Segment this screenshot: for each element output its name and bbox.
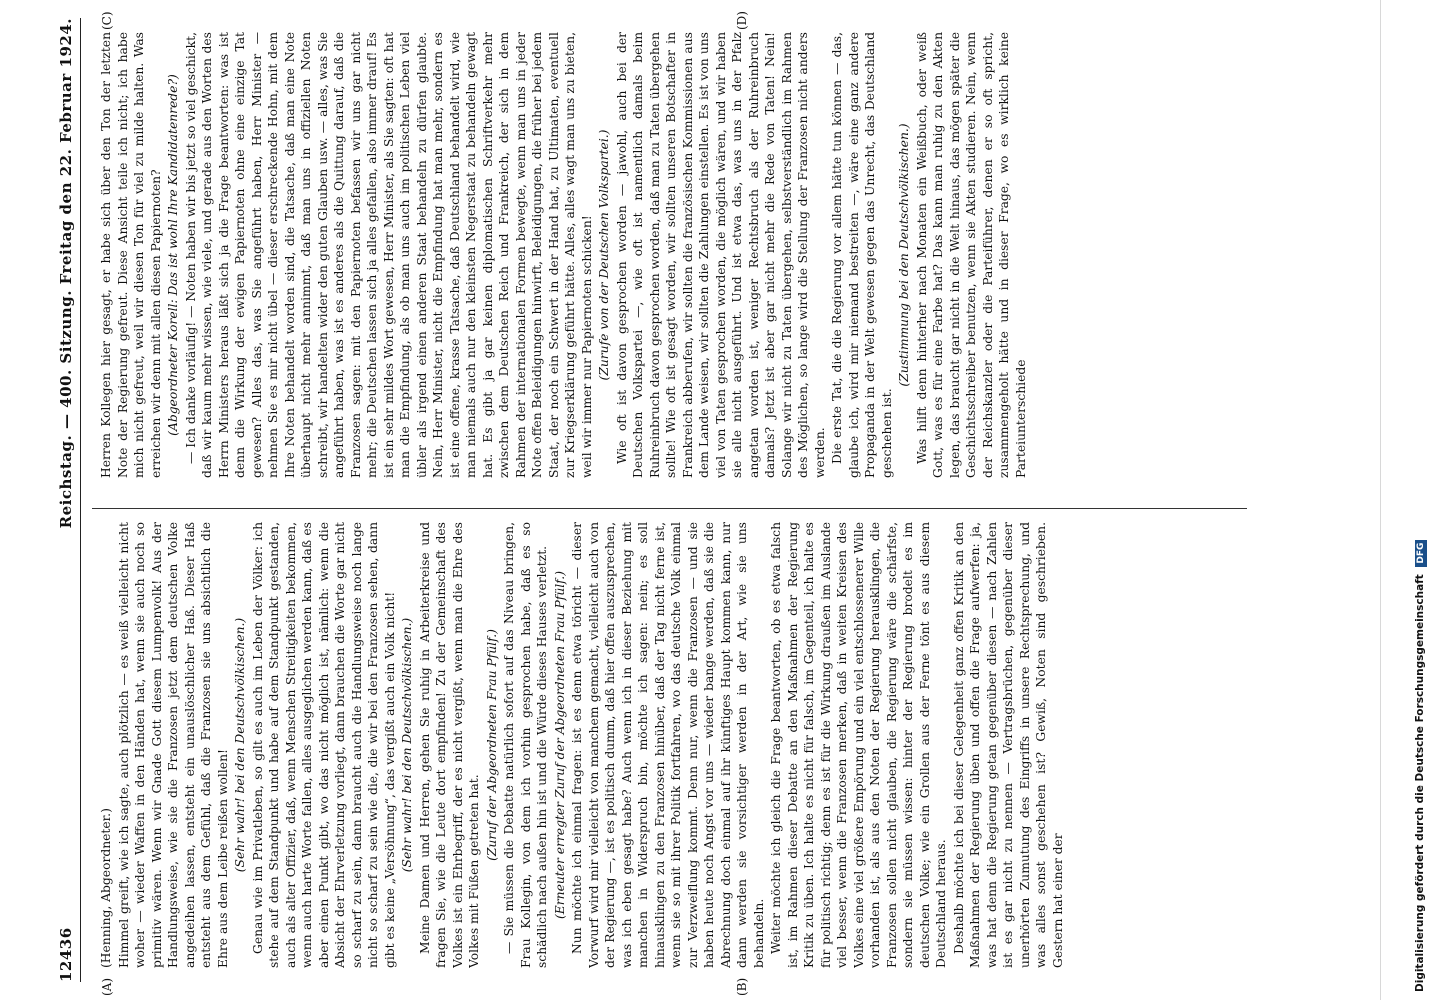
margin-marker-b: (B) bbox=[735, 977, 749, 996]
margin-marker-d: (D) bbox=[735, 11, 749, 30]
column-divider bbox=[92, 508, 1247, 509]
dfg-logo-badge: DFG bbox=[1415, 540, 1427, 567]
paragraph: — Ich danke vorläufig! — Noten haben wir bis jetzt so viel geschickt, daß wir kaum mehr wissen, wie viele, und gerade aus den Worten des Herrn Ministers heraus läßt sich ja die Frage beantworten: was ist denn die Wirkung der ewigen Papiernoten ohne eine einzige Tat gewesen? Alles das, was Sie angeführt haben, Herr Minister — nehmen Sie es mir nicht übel — dieser erschreckende Hohn, mit dem Ihre Noten behandelt worden sind, die Tatsache, daß man eine Note überhaupt nicht mehr annimmt, daß man uns in offiziellen Noten schreibt, wir handelten wider den guten Glauben usw. — alles, was Sie angeführt haben, was ist es anderes als die Quittung darauf, daß die Franzosen sagen: mit den Papiernoten befassen wir uns gar nicht mehr; die Deutschen lassen sich ja alles gefallen, also immer drauf! Es ist ein sehr mildes Wort gewesen, Herr Minister, als Sie sagten: oft hat man die Empfindung, als ob man uns auch im politischen Leben viel übler als irgend einen anderen Staat behandeln zu dürfen glaubte. Nein, Herr Minister, nicht die Empfindung hat man mehr, sondern es ist eine offene, krasse Tatsache, daß Deutschland behandelt wird, wie man niemals auch nur den kleinsten Negerstaat zu behandeln gewagt hat. Es gibt ja gar keinen diplomatischen Schriftverkehr mehr zwischen dem Deutschen Reich und Frankreich, der sich in dem Rahmen der internationalen Formen bewegte, wenn man uns in jeder Note offen Beleidigungen hinwirft, Beleidigungen, die früher bei jedem Staat, der noch ein Schwert in der Hand hat, zu Ultimaten, eventuell zur Kriegserklärung geführt hätte. Alles, alles wagt man uns zu bieten, weil wir immer nur Papiernoten schicken! bbox=[183, 32, 594, 478]
interjection: (Zustimmung bei den Deutschvölkischen.) bbox=[897, 123, 911, 387]
paragraph: Herren Kollegen hier gesagt, er habe sich über den Ton der letzten Note der Regierung gefreut. Diese Ansicht teile ich nicht; ich habe mich nicht gefreut, weil wir diesen Ton für viel zu milde halten. Was erreichen wir denn mit allen diesen Papiernoten? bbox=[99, 32, 163, 478]
header-rule bbox=[80, 18, 81, 982]
digitization-credit bbox=[1410, 8, 1430, 992]
interjection: (Sehr wahr! bei den Deutschvölkischen.) bbox=[400, 617, 414, 873]
interjection: (Sehr wahr! bei den Deutschvölkischen.) bbox=[233, 617, 247, 873]
paragraph: Wie oft ist davon gesprochen worden — jawohl, auch bei der Deutschen Volkspartei —, wie oft ist namentlich damals beim Ruhreinbruch davon gesprochen worden, daß man zu Taten übergehen sollte! Wie oft ist gesagt worden, wir sollten unseren Botschafter in Frankreich abberufen, wir sollten die französischen Kommissionen aus dem Lande weisen, wir sollten die Zahlungen einstellen. Es ist von uns viel von Taten gesprochen worden, die möglich wären, und wir haben sie alle nicht ausgeführt. Und ist etwa das, was uns in der Pfalz angetan worden ist, weniger Rechtsbruch als der Ruhreinbruch damals? Jetzt ist aber gar nicht mehr die Rede von Taten! Nein! Solange wir nicht zu Taten übergehen, selbstverständlich im Rahmen des Möglichen, so lange wird die Stellung der Franzosen nicht anders werden. bbox=[614, 32, 827, 478]
interjection: (Zurufe von der Deutschen Volkspartei.) bbox=[597, 129, 611, 381]
interjection: (Erneuter erregter Zuruf der Abgeordneten Frau Pfülf.) bbox=[552, 571, 567, 919]
paragraph: Was hilft denn hinterher nach Monaten ein Weißbuch, oder weiß Gott, was es für eine Farbe hat? Das kann man ruhig zu den Akten legen, das braucht gar nicht in die Welt hinaus, das mögen später die Geschichtsschreiber benutzen, wenn sie Akten studieren. Nein, wenn der Reichskanzler oder die Parteiführer, denen er so oft spricht, zusammengeholt hätte und in dieser Frage, wo es wirklich keine Parteiunterschiede bbox=[914, 32, 1028, 478]
paragraph: Meine Damen und Herren, gehen Sie ruhig in Arbeiterkreise und fragen Sie, wie die Leute dort empfinden! Zu der Gemeinschaft des Volkes ist ein Ehrbegriff, der es nicht vergißt, wenn man die Ehre des Volkes mit Füßen getreten hat. bbox=[417, 522, 481, 968]
margin-marker-c: (C) bbox=[100, 11, 114, 30]
page-header bbox=[55, 18, 77, 982]
paragraph: Deshalb möchte ich bei dieser Gelegenheit ganz offen Kritik an den Maßnahmen der Regierung üben und offen die Frage aufwerfen: ja, was hat denn die Regierung getan gegenüber diesen — nach Zahlen ist es gar nicht zu nennen — Vertragsbrüchen, gegenüber dieser unerhörten Zumutung des Eingriffs in unsere Rechtsprechung, und was alles sonst geschehen ist? Gewiß, Noten sind geschrieben. Gestern hat einer der bbox=[951, 522, 1065, 968]
right-column bbox=[98, 32, 1248, 478]
margin-marker-a: (A) bbox=[100, 977, 114, 996]
interjection: (Abgeordneter Korell: Das ist wohl Ihre Kandidatenrede?) bbox=[166, 74, 180, 436]
page-number: 12436 bbox=[57, 927, 75, 982]
paragraph: Himmel greift, wie ich sagte, auch plötzlich — es weiß vielleicht nicht woher — wieder Waffen in den Händen hat, wenn sie auch noch so primitiv wären. Wenn wir Gnade Gott diesem Lumpenvolk! Aus der Handlungsweise, wie sie die Franzosen jetzt dem deutschen Volke angedeihen lassen, entsteht ein unauslöschlicher Haß. Dieser Haß entsteht aus dem Gefühl, daß die Franzosen sie uns absichtlich die Ehre aus dem Leibe reißen wollen! bbox=[116, 522, 230, 968]
digitization-note: Digitalisierung gefördert durch die Deutsche Forschungsgemeinschaft bbox=[1414, 574, 1426, 992]
session-title: Reichstag. — 400. Sitzung. Freitag den 22. Februar 1924. bbox=[57, 18, 75, 529]
paragraph: — Sie müssen die Debatte natürlich sofort auf das Niveau bringen, Frau Kollegin, von dem ich vorhin gesprochen habe, daß es so schädlich nach außen hin ist und die Würde dieses Hauses verletzt. bbox=[502, 522, 549, 968]
left-column bbox=[98, 522, 1248, 968]
speaker-line: (Henning, Abgeordneter.) bbox=[99, 808, 113, 968]
paragraph: Genau wie im Privatleben, so gilt es auch im Leben der Völker: ich stehe auf dem Standpunkt und habe auf dem Standpunkt gestanden, auch als alter Offizier, daß, wenn Menschen Streitigkeiten bekommen, wenn auch harte Worte fallen, alles ausgeglichen werden kann, daß es aber einen Punkt gibt, wo das nicht möglich ist, nämlich: wenn die Absicht der Ehrverletzung vorliegt, dann brauchen die Worte gar nicht so scharf zu sein, dann braucht auch die Handlungsweise noch lange nicht so scharf zu sein wie die, die wir bei den Franzosen sehen, dann gibt es keine „Versöhnung“, das vergißt auch ein Volk nicht! bbox=[250, 522, 397, 968]
paragraph: Die erste Tat, die die Regierung vor allem hätte tun können — das, glaube ich, wird mir niemand bestreiten —, wäre eine ganz andere Propaganda in der Welt gewesen gegen das Unrecht, das Deutschland geschehen ist. bbox=[830, 32, 894, 478]
paragraph: Weiter möchte ich gleich die Frage beantworten, ob es etwa falsch ist, im Rahmen dieser Debatte an den Maßnahmen der Regierung Kritik zu üben. Ich halte es nicht für falsch, im Gegenteil, ich halte es für politisch richtig; denn es ist für die Wirkung draußen im Auslande viel besser, wenn die Franzosen merken, daß in weiten Kreisen des Volkes eine viel größere Empörung und ein viel entschlossenerer Wille vorhanden ist, als aus den Noten der Regierung herausklingen, die Franzosen sollen nicht glauben, die Regierung wäre die schärfste, sondern sie müssen wissen: hinter der Regierung brodelt es im deutschen Volke; wie ein Grollen aus der Ferne tönt es aus diesem Deutschland heraus. bbox=[769, 522, 948, 968]
interjection: (Zuruf der Abgeordneten Frau Pfülf.) bbox=[484, 629, 499, 861]
paragraph: Nun möchte ich einmal fragen: ist es denn etwa töricht — dieser Vorwurf wird mir vielleicht von manchem gemacht, vielleicht auch von der Regierung —, ist es politisch dumm, daß hier offen auszusprechen, was ich eben gesagt habe? Auch wenn ich in dieser Beziehung mit manchen in Widerspruch bin, möchte ich sagen: nein; es soll hinausklingen zu den Franzosen hinüber, daß der Tag nicht ferne ist, wenn sie so mit ihrer Politik fortfahren, wo das deutsche Volk einmal zur Verzweiflung kommt. Denn nur, wenn die Franzosen — und sie haben heute noch Angst vor uns — wieder bange werden, daß sie die Abrechnung doch einmal auf ihr künftiges Haupt kommen kann, nur dann werden sie vorsichtiger werden in der Art, wie sie uns behandeln. bbox=[570, 522, 766, 968]
